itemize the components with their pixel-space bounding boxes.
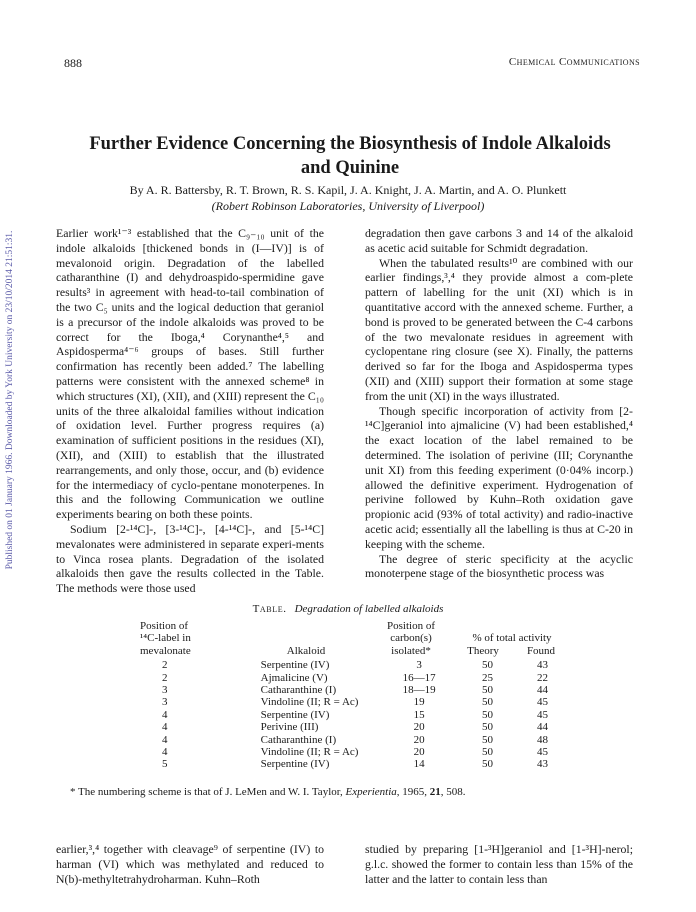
cell-theory: 50 (481, 733, 493, 746)
cell-position: 2 (162, 671, 168, 684)
table-footnote (70, 786, 640, 798)
cell-theory: 50 (481, 659, 493, 672)
paragraph: earlier,³,⁴ together with cleavage⁹ of serpentine (IV) to harman (VI) which was methylated and reduced to N(b)-methyltetrahydroharman. Kuhn–Roth (56, 842, 324, 886)
cell-carbon: 3 (416, 659, 422, 672)
cell-found: 45 (536, 746, 548, 759)
table-caption (56, 603, 640, 615)
table-header-row (140, 620, 570, 657)
cell-alkaloid: Serpentine (IV) (260, 659, 330, 672)
cell-theory: 50 (481, 746, 493, 759)
table-row (140, 758, 570, 770)
cell-carbon: 16—17 (402, 671, 436, 684)
cell-carbon: 20 (413, 733, 425, 746)
cell-found: 48 (536, 733, 548, 746)
cell-found: 45 (536, 708, 548, 721)
table-row (140, 684, 570, 696)
table-body (140, 659, 570, 771)
cell-carbon: 20 (413, 746, 425, 759)
header-activity (454, 632, 570, 657)
table-row (140, 746, 570, 758)
cell-position: 4 (162, 733, 168, 746)
cell-theory: 50 (481, 684, 493, 697)
table-row (140, 672, 570, 684)
paragraph: Though specific incorporation of activity from [2-¹⁴C]geraniol into ajmalicine (V) had been established,⁴ the exact location of the label remained to be determined. The isolation of perivine (III; Corynanthe unit XI) from this feeding experiment (0·04% incorp.) allowed the definitive experiment. Hydrogenation of perivine followed by Kuhn–Roth oxidation gave propionic acid (93% of total activity) and radio-inactive acetic acid; essentially all the labelling is thus at C-20 in keeping with the scheme. (365, 403, 633, 551)
header-line: Position of (140, 620, 188, 632)
cell-found: 22 (536, 671, 548, 684)
degradation-table (140, 620, 570, 771)
header-found: Found (526, 644, 556, 657)
cell-alkaloid: Ajmalicine (V) (260, 671, 328, 684)
header-alkaloid (244, 645, 368, 657)
table-row (140, 659, 570, 671)
paragraph: The degree of steric specificity at the acyclic monoterpene stage of the biosynthetic process was (365, 551, 633, 581)
header-position-mevalonate (140, 620, 244, 657)
cell-carbon: 14 (413, 758, 425, 771)
header-line: isolated* (391, 644, 431, 657)
cell-alkaloid: Vindoline (II; R = Ac) (260, 746, 359, 759)
title-line-2: and Quinine (300, 158, 400, 178)
publication-stamp-text: Published on 01 January 1966. Downloaded by York University on 23/10/2014 21:51:31. (5, 230, 15, 570)
cell-theory: 50 (481, 721, 493, 734)
table-row (140, 696, 570, 708)
footnote-text: * The numbering scheme is that of J. LeMen and W. I. Taylor, (70, 786, 346, 798)
page-number: 888 (64, 56, 82, 70)
affiliation: (Robert Robinson Laboratories, University of Liverpool) (211, 199, 485, 213)
header-line: % of total activity (472, 632, 552, 645)
author-list: By A. R. Battersby, R. T. Brown, R. S. Kapil, J. A. Knight, J. A. Martin, and A. O. Plunkett (129, 183, 567, 197)
publication-stamp (2, 140, 18, 660)
header-theory: Theory (467, 644, 499, 657)
table-row (140, 709, 570, 721)
body-column-left (56, 226, 324, 596)
header-position-carbon (368, 620, 454, 657)
cell-found: 44 (536, 721, 548, 734)
paragraph: Sodium [2-¹⁴C]-, [3-¹⁴C]-, [4-¹⁴C]-, and [5-¹⁴C] mevalonates were administered in separate experi-ments to Vinca rosea plants. Degradation of the isolated alkaloids then gave the results collected in the Table. The methods were those used (56, 521, 324, 596)
footnote-text: , 1965, (396, 786, 430, 798)
cell-carbon: 20 (413, 721, 425, 734)
footnote-text: , 508. (440, 786, 466, 798)
cell-alkaloid: Catharanthine (I) (260, 684, 337, 697)
body-column-bottom-right (365, 842, 633, 886)
cell-found: 45 (536, 696, 548, 709)
running-head: Chemical Communications (508, 56, 640, 68)
footnote-journal: Experientia (345, 786, 397, 798)
cell-position: 2 (162, 659, 168, 672)
cell-theory: 50 (481, 758, 493, 771)
cell-alkaloid: Serpentine (IV) (260, 708, 330, 721)
header-line: mevalonate (140, 644, 191, 657)
cell-position: 5 (162, 758, 168, 771)
cell-theory: 50 (481, 708, 493, 721)
cell-alkaloid: Catharanthine (I) (260, 733, 337, 746)
cell-position: 3 (162, 684, 168, 697)
paragraph: Earlier work¹⁻³ established that the C₉₋₁₀ unit of the indole alkaloids [thickened bonds in (I—IV)] is of mevalonoid origin. Degradation of the labelled catharanthine (I) and dehydroaspido-spermidine gave results³ in agreement with head-to-tail combination of the two C₅ units and the logical deduction that geraniol is a precursor of the indole alkaloids was proved to be correct for the Iboga,⁴ Corynanthe⁴,⁵ and Aspidosperma⁴⁻⁶ groups of bases. Still further confirmation has recently been added.⁷ The labelling patterns were consistent with the annexed scheme⁸ in which structures (XI), (XII), and (XIII) represent the C₁₀ units of the three alkaloidal families without indication of oxidation level. Further progress requires (a) examination of sufficient positions in the residues (XI), (XII), and (XIII) to establish that the illustrated rearrangements, and only those, occur, and (b) evidence for the intermediacy of cyclo-pentane monoterpenes. In this and the following Communication we outline experiments bearing on both these points. (56, 226, 324, 522)
paragraph: studied by preparing [1-³H]geraniol and [1-³H]-nerol; g.l.c. showed the former to contain less than 15% of the latter and the latter to contain less than (365, 842, 633, 886)
cell-theory: 25 (481, 671, 493, 684)
body-column-bottom-left (56, 842, 324, 886)
paragraph: degradation then gave carbons 3 and 14 of the alkaloid as acetic acid suitable for Schmidt degradation. (365, 226, 633, 255)
title-line-1: Further Evidence Concerning the Biosynthesis of Indole Alkaloids (89, 134, 611, 154)
table-label: Table. (252, 603, 287, 615)
cell-found: 44 (536, 684, 548, 697)
cell-theory: 50 (481, 696, 493, 709)
header-line: ¹⁴C-label in (140, 632, 191, 645)
body-column-right (365, 226, 633, 581)
cell-position: 3 (162, 696, 168, 709)
table-title: Degradation of labelled alkaloids (294, 603, 444, 615)
cell-found: 43 (536, 758, 548, 771)
cell-found: 43 (536, 659, 548, 672)
cell-alkaloid: Vindoline (II; R = Ac) (260, 696, 359, 709)
article-title (70, 132, 630, 180)
cell-alkaloid: Perivine (III) (260, 721, 319, 734)
cell-position: 4 (162, 721, 168, 734)
footnote-volume: 21 (429, 786, 441, 798)
paragraph: When the tabulated results¹⁰ are combined with our earlier findings,³,⁴ they provide almost a com-plete pattern of labelling for the unit (XI) which is in quantitative accord with the annexed scheme. Further, a bond is proved to be generated between the C-4 carbons of the two mevalonate residues in agreement with cyclopentane ring closure (see X). Finally, the patterns derived so far for the Iboga and Aspidosperma types (XII) and (XIII) support their formation at some stage from the unit (XI) in the ways illustrated. (365, 255, 633, 403)
table-row (140, 734, 570, 746)
cell-carbon: 19 (413, 696, 425, 709)
cell-carbon: 15 (413, 708, 425, 721)
table-row (140, 721, 570, 733)
cell-position: 4 (162, 746, 168, 759)
cell-carbon: 18—19 (402, 684, 436, 697)
cell-position: 4 (162, 708, 168, 721)
cell-alkaloid: Serpentine (IV) (260, 758, 330, 771)
header-line: Position of (387, 620, 435, 632)
header-line: Alkaloid (286, 644, 326, 657)
header-line: carbon(s) (390, 632, 432, 645)
